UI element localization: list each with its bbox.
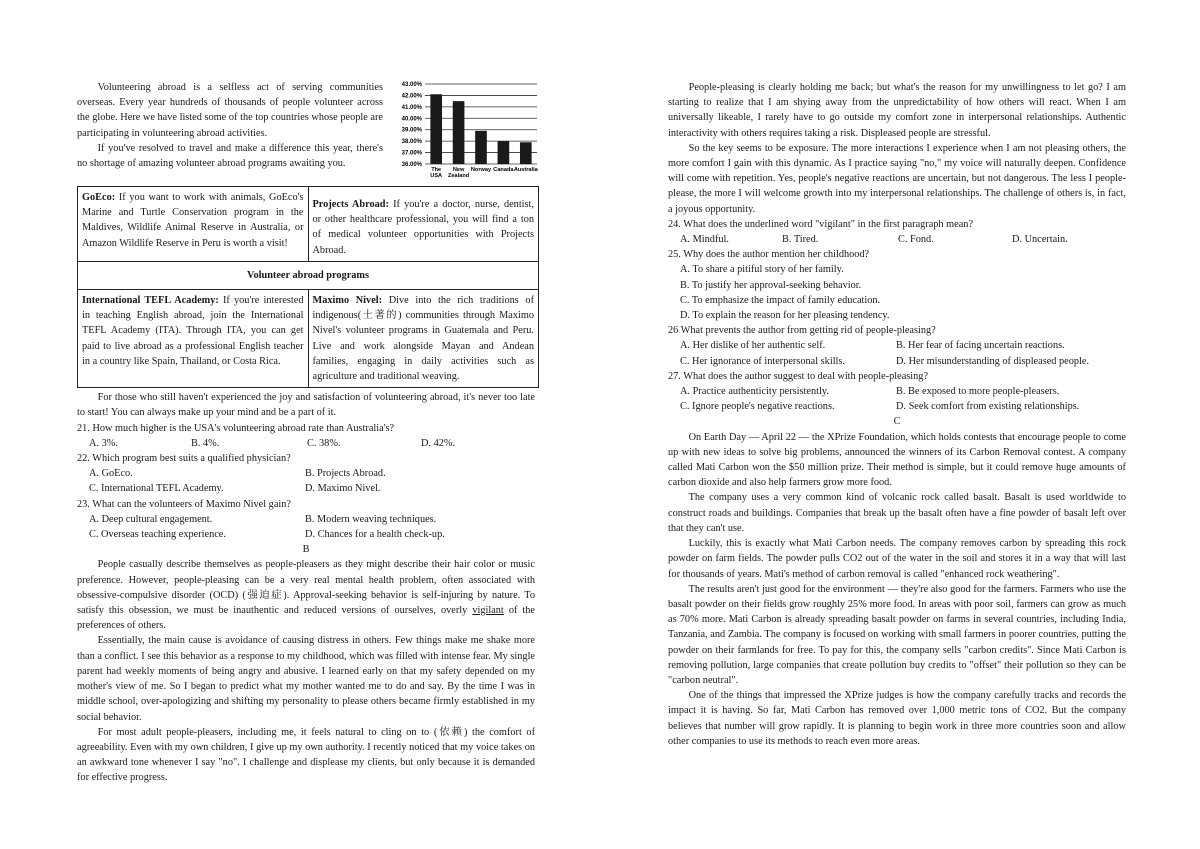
x-tick-label: New: [452, 167, 465, 173]
program-name: Projects Abroad:: [312, 199, 389, 210]
question-stem: 25. Why does the author mention her childhood?: [668, 249, 870, 261]
option-d[interactable]: D. To explain the reason for her pleasing tendency.: [680, 310, 890, 322]
option-b[interactable]: B. Be exposed to more people-pleasers.: [896, 386, 1060, 398]
option-d[interactable]: D. 42%.: [421, 437, 456, 449]
underlined-word: vigilant: [472, 605, 504, 617]
bar: [475, 131, 487, 164]
y-tick-label: 36.00%: [401, 162, 422, 168]
option-a[interactable]: A. 3%.: [89, 437, 118, 449]
passage-b-paragraph-3: For most adult people-pleasers, including me, it feels natural to cling on to (依赖) the comfort of agreeability. Even with my own children, I give up my own authority. I recently noticed that my voice takes on an awkward tone whenever I say "no". I challenge and displease my clients, but only because it is demanded for effective progress.: [77, 726, 535, 784]
passage-c-paragraph-1: On Earth Day — April 22 — the XPrize Foundation, which holds contests that encourage people to come up with new ideas to solve big problems, announced the winners of its Carbon Removal contest. A company called Mati Carbon won the $50 million prize. Their method is simple, but it could remove huge amounts of carbon dioxide and also help farmers grow more food.: [668, 431, 1126, 489]
question-stem: 22. Which program best suits a qualified physician?: [77, 453, 291, 465]
x-tick-label: The: [431, 167, 442, 173]
intro-text: [77, 80, 383, 171]
passage-b-paragraph-4: People-pleasing is clearly holding me back; but what's the reason for my unwillingness to let go? I am starting to realize that I am shying away from the unpredictability of how others will react. When I am universally likeable, I rarely have to go outside my comfort zone in interpersonal relationships. Authentic interactivity with others requires taking a risk. Displeased people are stressful.: [668, 82, 1126, 139]
passage-b-paragraph-2: Essentially, the main cause is avoidance of causing distress in others. Few things make me shake more than a conflict. I see this behavior as a response to my childhood, which was filled with intense fear. My single parent had weekly moments of being angry and abusive. I learned early on that my safety depended on my mother's view of me. So I began to predict what my mother wanted me to do and say. By the time I was in middle school, over-apologizing and shifting my personality to please others became firmly established in my social behavior.: [77, 635, 535, 723]
option-d[interactable]: D. Uncertain.: [1012, 234, 1068, 246]
option-c[interactable]: C. Overseas teaching experience.: [89, 529, 226, 541]
y-tick-label: 42.00%: [401, 93, 422, 100]
bar: [498, 141, 510, 164]
question-stem: 24. What does the underlined word "vigilant" in the first paragraph mean?: [668, 218, 974, 230]
question-stem: 27. What does the author suggest to deal with people-pleasing?: [668, 370, 929, 382]
program-cell-goeco: [78, 187, 309, 262]
option-b[interactable]: B. To justify her approval-seeking behavior.: [680, 279, 862, 291]
right-column: [668, 80, 1126, 749]
option-b[interactable]: B. Projects Abroad.: [305, 468, 386, 480]
option-c[interactable]: C. Fond.: [898, 234, 934, 246]
program-cell-projects-abroad: [308, 187, 539, 262]
question-stem: 21. How much higher is the USA's volunteering abroad rate than Australia's?: [77, 422, 395, 434]
table-heading: Volunteer abroad programs: [78, 261, 539, 289]
program-name: GoEco:: [82, 192, 116, 203]
program-name: International TEFL Academy:: [82, 295, 219, 307]
y-tick-label: 40.00%: [401, 116, 422, 123]
passage-b-paragraph-1: [77, 557, 535, 633]
option-a[interactable]: A. Mindful.: [680, 234, 729, 246]
program-description: If you're interested in teaching English abroad, join the International TEFL Academy (ITA). Through ITA, you can get paid to live abroad as a professional English teacher in a country like Spain, Thailand, or Costa Rica.: [82, 295, 304, 367]
bar: [430, 94, 442, 164]
intro-section: [77, 80, 538, 184]
passage-c-paragraph-2: The company uses a very common kind of volcanic rock called basalt. Basalt is used worldwide to construct roads and buildings. Companies that break up the basalt often have a fine powder of basalt left over that they can't use.: [668, 492, 1126, 534]
left-column: [77, 80, 538, 786]
intro-paragraph-1: Volunteering abroad is a selfless act of serving communities overseas. Every year hundreds of thousands of people volunteer across the globe. Here we have listed some of the top countries whose people are participating in volunteering abroad activities.: [77, 82, 383, 139]
option-d[interactable]: D. Maximo Nivel.: [305, 483, 381, 495]
question-23: [77, 497, 535, 543]
question-21: [77, 421, 535, 451]
program-description: Dive into the rich traditions of indigenous(土著的) communities through Maximo Nivel's volunteer programs in Guatemala and Peru. Live and work alongside Mayan and Andean families, engaging in daily activities such as agriculture and traditional weaving.: [312, 295, 535, 383]
option-a[interactable]: A. To share a pitiful story of her family.: [680, 264, 844, 276]
question-stem: 26 What prevents the author from getting rid of people-pleasing?: [668, 325, 936, 337]
y-tick-label: 38.00%: [401, 139, 422, 146]
program-table: [77, 186, 539, 388]
option-a[interactable]: A. Her dislike of her authentic self.: [680, 340, 826, 352]
option-b[interactable]: B. Modern weaving techniques.: [305, 513, 437, 525]
y-tick-label: 37.00%: [401, 150, 422, 157]
option-c[interactable]: C. 38%.: [307, 437, 341, 449]
option-d[interactable]: D. Seek comfort from existing relationships.: [896, 401, 1080, 413]
question-27: [668, 369, 1126, 415]
program-cell-tefl: [78, 290, 309, 388]
y-tick-label: 41.00%: [401, 104, 422, 111]
bar: [453, 101, 465, 164]
option-b[interactable]: B. 4%.: [191, 437, 220, 449]
passage-c-paragraph-5: One of the things that impressed the XPrize judges is how the company carefully tracks and records the impact it is having. So far, Mati Carbon has removed over 1,000 metric tons of CO2. But the company believes that number will grow rapidly. It is planning to begin work in three more countries soon and allow other companies to use its methods to reach even more areas.: [668, 690, 1126, 747]
option-a[interactable]: A. Practice authenticity persistently.: [680, 386, 829, 398]
program-name: Maximo Nivel:: [312, 295, 383, 307]
y-tick-label: 39.00%: [401, 127, 422, 134]
x-tick-label: Norway: [470, 167, 492, 173]
question-22: [77, 451, 535, 497]
text-run: People casually describe themselves as people-pleasers as they might describe their hair color or music preference. However, people-pleasing can be a very real mental health problem, often associated with obsessive-compulsive disorder (OCD) (强迫症). Approval-seeking behavior is self-injuring by nature. To satisfy this obsession, we must be inauthentic and reduced versions of ourselves, overly: [77, 559, 535, 617]
option-a[interactable]: A. GoEco.: [89, 468, 133, 480]
bar: [520, 142, 532, 164]
option-c[interactable]: C. International TEFL Academy.: [89, 483, 224, 495]
option-d[interactable]: D. Chances for a health check-up.: [305, 529, 445, 541]
passage-c-paragraph-3: Luckily, this is exactly what Mati Carbon needs. The company removes carbon by spreading this rock powder on farm fields. The powder pulls CO2 out of the water in the soil and stores it in a way that will last for thousands of years. Mati's method of carbon removal is called "enhanced rock weathering".: [668, 538, 1126, 580]
x-tick-label: Canada: [493, 167, 514, 173]
option-c[interactable]: C. Ignore people's negative reactions.: [680, 401, 835, 413]
option-b[interactable]: B. Tired.: [782, 234, 819, 246]
passage-b-paragraph-5: So the key seems to be exposure. The more interactions I experience when I am not pleasing others, the more comfort I gain with this dynamic. As I practice saying "no," my voice will naturally deepen. Confidence will come with repetition. Yes, people's negative reactions are uncertain, but not dangerous. The less I people-please, the more I will welcome growth into my interpersonal relationships. The challenge of others is, in fact, a joyous opportunity.: [668, 142, 1126, 215]
option-c[interactable]: C. To emphasize the impact of family education.: [680, 294, 881, 306]
x-tick-label: USA: [430, 173, 443, 179]
closing-paragraph: For those who still haven't experienced the joy and satisfaction of volunteering abroad, it's never too late to start! You can always make up your mind and be a part of it.: [77, 392, 535, 419]
program-cell-maximo-nivel: [308, 290, 539, 388]
question-26: [668, 323, 1126, 369]
program-description: If you want to work with animals, GoEco's Marine and Turtle Conservation program in the Maldives, Wildlife Animal Reserve in Australia, or Amazon Wildlife Reserve in Peru is worth a visit!: [82, 192, 304, 249]
program-description: If you're a doctor, nurse, dentist, or other healthcare professional, you will find a ton of medical volunteer opportunities with Projects Abroad.: [312, 199, 534, 256]
option-a[interactable]: A. Deep cultural engagement.: [89, 513, 213, 525]
option-c[interactable]: C. Her ignorance of interpersonal skills.: [680, 355, 845, 367]
text-run: of the preferences of others.: [77, 605, 536, 632]
passage-c-letter: C: [893, 416, 901, 428]
volunteer-rate-bar-chart: [391, 80, 539, 184]
question-25: [668, 247, 1126, 323]
question-24: [668, 217, 1126, 247]
option-d[interactable]: D. Her misunderstanding of displeased people.: [896, 355, 1090, 367]
option-b[interactable]: B. Her fear of facing uncertain reactions.: [896, 340, 1065, 352]
x-tick-label: Zealand: [448, 173, 470, 179]
question-stem: 23. What can the volunteers of Maximo Nivel gain?: [77, 498, 291, 510]
passage-c-paragraph-4: The results aren't just good for the environment — they're also good for the farmers. Farmers who use the basalt powder on their fields grow roughly 25% more food. In areas with poor soil, farmers can grow as much as 70% more. Mati Carbon is already spreading basalt powder on farms in several countries, including India, Tanzania, and Zambia. The company is focused on working with small farmers in poorer countries, putting the powder on their farmlands for free. To pay for this, the company sells "carbon credits". Since Mati Carbon is removing pollution, large companies that create pollution buy credits to "offset" their pollution so they can be "carbon neutral".: [668, 583, 1126, 686]
x-tick-label: Australia: [513, 167, 538, 173]
passage-b-letter: B: [302, 544, 310, 556]
intro-paragraph-2: If you've resolved to travel and make a difference this year, there's no shortage of amazing volunteer abroad programs awaiting you.: [77, 142, 383, 170]
y-tick-label: 43.00%: [401, 82, 422, 88]
